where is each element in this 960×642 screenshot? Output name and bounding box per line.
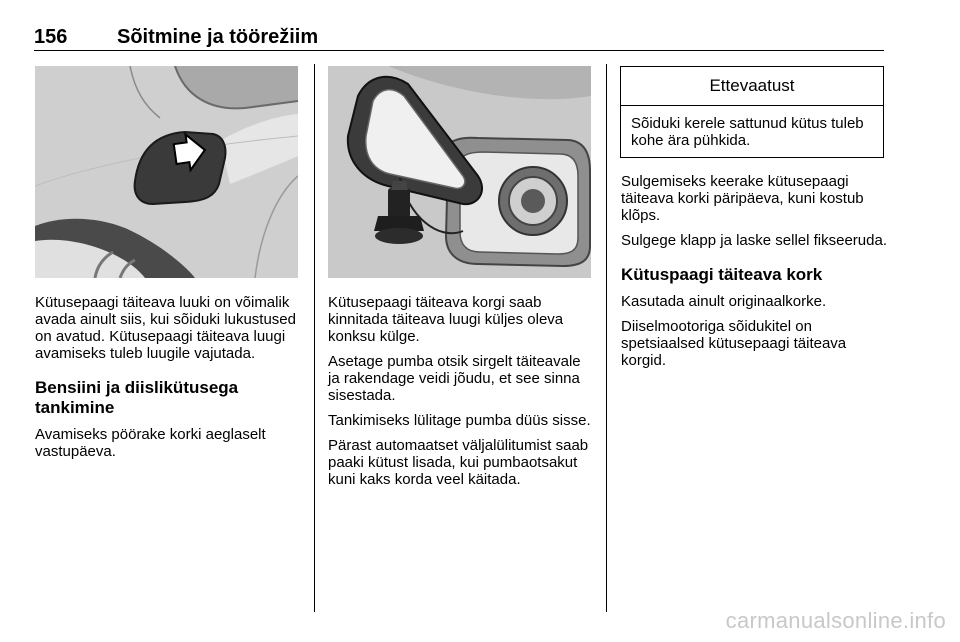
paragraph: Sulgege klapp ja laske sellel fikseeruda. <box>621 232 887 249</box>
caution-box <box>620 66 884 158</box>
column-2-text <box>328 294 594 496</box>
paragraph: Tankimiseks lülitage pumba düüs sisse. <box>328 412 591 429</box>
paragraph: Asetage pumba otsik sirgelt täiteavale ja rakendage veidi jõudu, et see sinna sisestada. <box>328 353 581 404</box>
section-heading: Bensiini ja diislikütusega tankimine <box>35 378 239 417</box>
caution-title: Ettevaatust <box>621 67 883 106</box>
caution-text: Sõiduki kerele sattunud kütus tuleb kohe ära pühkida. <box>631 115 864 149</box>
fuel-cap-hook-illustration <box>328 66 591 278</box>
paragraph: Pärast automaatset väljalülitumist saab paaki kütust lisada, kui pumbaotsakut kuni kaks korda veel käitada. <box>328 437 589 488</box>
page-header <box>34 20 884 50</box>
paragraph: Avamiseks pöörake korki aeglaselt vastupäeva. <box>35 426 266 460</box>
column-1-text <box>35 294 303 468</box>
paragraph: Kütusepaagi täiteava luuki on võimalik avada ainult siis, kui sõiduki lukustused on avatud. Kütusepaagi täiteava luugi avamiseks tuleb luugile vajutada. <box>35 294 296 362</box>
paragraph: Kütusepaagi täiteava korgi saab kinnitada täiteava luugi küljes oleva konksu külge. <box>328 294 564 345</box>
section-heading: Kütuspaagi täiteava kork <box>621 265 823 284</box>
column-3-text <box>621 173 889 377</box>
page-number: 156 <box>34 26 68 48</box>
paragraph: Sulgemiseks keerake kütusepaagi täiteava korki päripäeva, kuni kostub klõps. <box>621 173 864 224</box>
column-divider <box>606 64 607 612</box>
watermark: carmanualsonline.info <box>725 608 946 633</box>
fuel-flap-illustration <box>35 66 298 278</box>
paragraph: Kasutada ainult originaalkorke. <box>621 293 827 310</box>
header-rule <box>34 50 884 51</box>
column-divider <box>314 64 315 612</box>
chapter-title: Sõitmine ja töörežiim <box>117 26 319 48</box>
paragraph: Diiselmootoriga sõidukitel on spetsiaalsed kütusepaagi täiteava korgid. <box>621 318 847 369</box>
